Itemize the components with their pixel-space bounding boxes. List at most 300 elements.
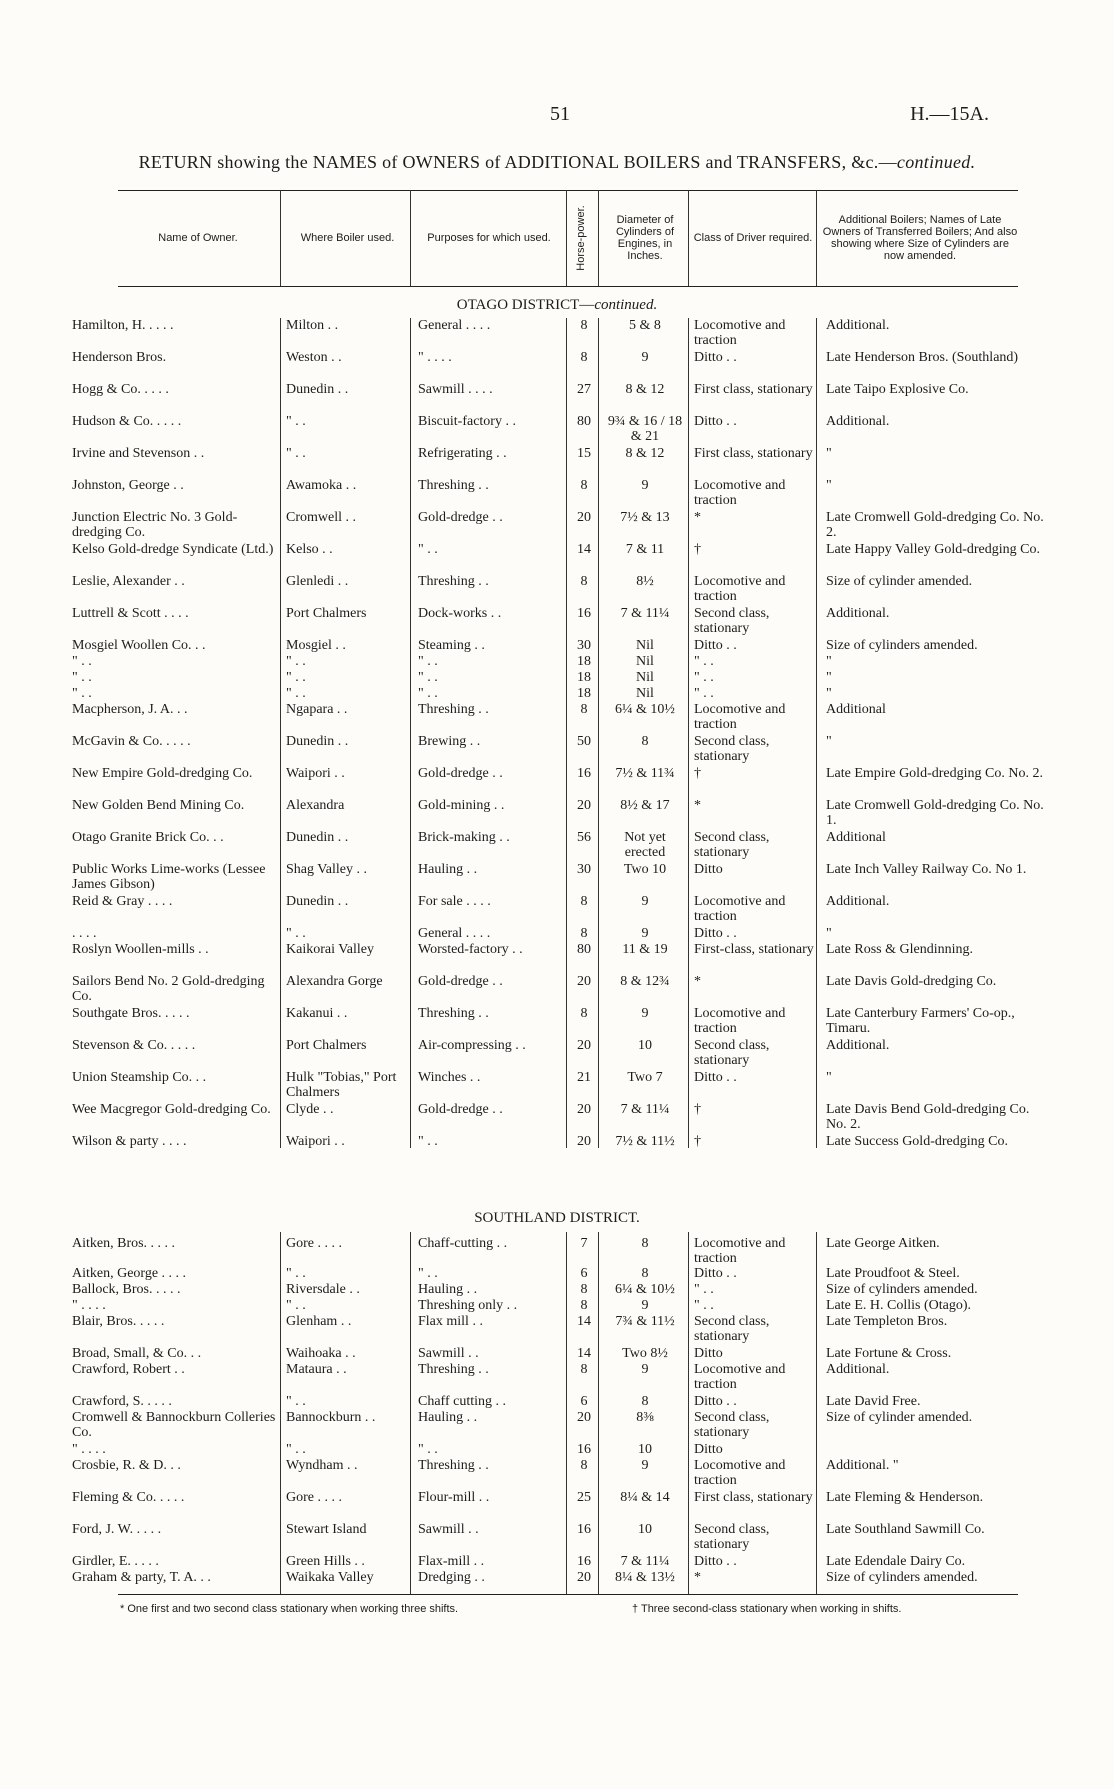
horse-power: 80 bbox=[577, 942, 591, 957]
owner-name: Union Steamship Co. . . bbox=[72, 1070, 207, 1085]
owner-name: Henderson Bros. bbox=[72, 350, 167, 365]
boiler-location: Mataura . . bbox=[286, 1362, 347, 1377]
page-title bbox=[0, 152, 1114, 173]
additional-note: Additional. bbox=[826, 606, 890, 621]
cylinder-diameter: 8½ bbox=[636, 574, 654, 589]
cylinder-diameter: 7½ & 11½ bbox=[615, 1134, 675, 1149]
driver-class: First-class, stationary bbox=[694, 942, 814, 957]
driver-class: * bbox=[694, 798, 701, 813]
boiler-location: Stewart Island bbox=[286, 1522, 367, 1537]
driver-class: Ditto bbox=[694, 1346, 723, 1361]
purpose: Sawmill . . . . bbox=[418, 382, 493, 397]
section-name: OTAGO DISTRICT— bbox=[456, 297, 595, 313]
cylinder-diameter: 7 & 11¼ bbox=[620, 606, 670, 621]
cylinder-diameter: 8 & 12 bbox=[625, 382, 665, 397]
horse-power: 8 bbox=[580, 1458, 588, 1473]
owner-name: Hamilton, H. . . . . bbox=[72, 318, 174, 333]
column-divider bbox=[280, 1232, 281, 1594]
additional-note: Additional. bbox=[826, 1362, 890, 1377]
owner-name: Wee Macgregor Gold-dredging Co. bbox=[72, 1102, 271, 1117]
driver-class: * bbox=[694, 1570, 701, 1585]
additional-note: " bbox=[826, 654, 832, 669]
boiler-location: " . . bbox=[286, 1442, 306, 1457]
purpose: " . . bbox=[418, 654, 438, 669]
cylinder-diameter: Nil bbox=[636, 686, 654, 701]
boiler-location: " . . bbox=[286, 670, 306, 685]
header-horse-power bbox=[568, 196, 594, 280]
cylinder-diameter: 8 bbox=[641, 1266, 649, 1281]
driver-class: † bbox=[694, 766, 701, 781]
cylinder-diameter: 8¼ & 14 bbox=[620, 1490, 670, 1505]
boiler-location: Green Hills . . bbox=[286, 1554, 365, 1569]
horse-power: 8 bbox=[580, 1298, 588, 1313]
section-continued: continued. bbox=[594, 297, 658, 313]
driver-class: Locomotive and traction bbox=[694, 702, 786, 732]
additional-note: " bbox=[826, 1070, 832, 1085]
owner-name: McGavin & Co. . . . . bbox=[72, 734, 191, 749]
header-where: Where Boiler used. bbox=[300, 232, 395, 244]
header-diameter: Diameter of Cylinders of Engines, in Inches. bbox=[615, 214, 675, 262]
boiler-location: Waipori . . bbox=[286, 766, 345, 781]
purpose: Gold-dredge . . bbox=[418, 510, 503, 525]
driver-class: " . . bbox=[694, 654, 714, 669]
driver-class: Ditto . . bbox=[694, 926, 737, 941]
horse-power: 20 bbox=[577, 1038, 591, 1053]
boiler-location: Dunedin . . bbox=[286, 830, 349, 845]
title-main: RETURN showing the NAMES of OWNERS of ADDITIONAL BOILERS and TRANSFERS, &c.— bbox=[138, 152, 897, 172]
boiler-location: Dunedin . . bbox=[286, 734, 349, 749]
driver-class: † bbox=[694, 1102, 701, 1117]
column-divider bbox=[598, 318, 599, 1148]
driver-class: Ditto . . bbox=[694, 1394, 737, 1409]
column-divider bbox=[816, 318, 817, 1148]
driver-class: First class, stationary bbox=[694, 446, 813, 461]
boiler-location: Alexandra Gorge bbox=[286, 974, 383, 989]
driver-class: " . . bbox=[694, 670, 714, 685]
boiler-location: Dunedin . . bbox=[286, 894, 349, 909]
cylinder-diameter: 7½ & 13 bbox=[620, 510, 670, 525]
purpose: Sawmill . . bbox=[418, 1346, 479, 1361]
driver-class: Second class, stationary bbox=[694, 1410, 770, 1440]
boiler-location: Alexandra bbox=[286, 798, 345, 813]
column-divider bbox=[410, 1232, 411, 1594]
purpose: Gold-dredge . . bbox=[418, 766, 503, 781]
boiler-location: Shag Valley . . bbox=[286, 862, 368, 877]
boiler-location: " . . bbox=[286, 446, 306, 461]
additional-note: Additional. bbox=[826, 894, 890, 909]
horse-power: 16 bbox=[577, 606, 591, 621]
cylinder-diameter: 9 bbox=[641, 1298, 649, 1313]
owner-name: Kelso Gold-dredge Syndicate (Ltd.) bbox=[72, 542, 274, 557]
table-bottom-rule bbox=[118, 1594, 1018, 1595]
purpose: Gold-mining . . bbox=[418, 798, 505, 813]
horse-power: 8 bbox=[580, 318, 588, 333]
boiler-location: Hulk "Tobias," Port Chalmers bbox=[286, 1070, 397, 1100]
driver-class: Locomotive and traction bbox=[694, 1362, 786, 1392]
cylinder-diameter: Nil bbox=[636, 638, 654, 653]
purpose: Air-compressing . . bbox=[418, 1038, 526, 1053]
boiler-location: " . . bbox=[286, 1394, 306, 1409]
horse-power: 18 bbox=[577, 654, 591, 669]
owner-name: Aitken, Bros. . . . . bbox=[72, 1236, 176, 1251]
purpose: Dredging . . bbox=[418, 1570, 485, 1585]
horse-power: 8 bbox=[580, 478, 588, 493]
boiler-location: Clyde . . bbox=[286, 1102, 334, 1117]
header-divider bbox=[280, 190, 281, 286]
cylinder-diameter: Nil bbox=[636, 654, 654, 669]
driver-class: Ditto . . bbox=[694, 350, 737, 365]
cylinder-diameter: 9 bbox=[641, 350, 649, 365]
driver-class: Locomotive and traction bbox=[694, 1006, 786, 1036]
boiler-location: Wyndham . . bbox=[286, 1458, 358, 1473]
page-number: 51 bbox=[550, 103, 570, 125]
additional-note: Late Fortune & Cross. bbox=[826, 1346, 952, 1361]
header-bottom-rule bbox=[118, 286, 1018, 287]
column-divider bbox=[598, 1232, 599, 1594]
purpose: Brick-making . . bbox=[418, 830, 510, 845]
horse-power: 16 bbox=[577, 766, 591, 781]
section-heading bbox=[0, 1210, 1114, 1227]
additional-note: Late Templeton Bros. bbox=[826, 1314, 948, 1329]
purpose: Winches . . bbox=[418, 1070, 481, 1085]
horse-power: 20 bbox=[577, 510, 591, 525]
driver-class: Ditto . . bbox=[694, 1070, 737, 1085]
header-divider bbox=[688, 190, 689, 286]
purpose: Flax-mill . . bbox=[418, 1554, 485, 1569]
owner-name: Girdler, E. . . . . bbox=[72, 1554, 159, 1569]
cylinder-diameter: 8 bbox=[641, 1394, 649, 1409]
purpose: " . . bbox=[418, 1442, 438, 1457]
horse-power: 8 bbox=[580, 350, 588, 365]
horse-power: 8 bbox=[580, 1006, 588, 1021]
driver-class: Locomotive and traction bbox=[694, 1236, 786, 1266]
header-horse-power-label: Horse-power. bbox=[575, 205, 587, 271]
purpose: Sawmill . . bbox=[418, 1522, 479, 1537]
boiler-location: Kelso . . bbox=[286, 542, 333, 557]
purpose: Chaff cutting . . bbox=[418, 1394, 507, 1409]
additional-note: Late Southland Sawmill Co. bbox=[826, 1522, 985, 1537]
additional-note: Late Davis Gold-dredging Co. bbox=[826, 974, 997, 989]
driver-class: Second class, stationary bbox=[694, 830, 770, 860]
additional-note: Late Fleming & Henderson. bbox=[826, 1490, 984, 1505]
cylinder-diameter: Not yet erected bbox=[624, 830, 666, 860]
purpose: Flour-mill . . bbox=[418, 1490, 490, 1505]
cylinder-diameter: 7½ & 11¾ bbox=[615, 766, 675, 781]
boiler-location: Kaikorai Valley bbox=[286, 942, 374, 957]
purpose: " . . bbox=[418, 1266, 438, 1281]
horse-power: 8 bbox=[580, 926, 588, 941]
owner-name: Southgate Bros. . . . . bbox=[72, 1006, 190, 1021]
header-additional: Additional Boilers; Names of Late Owners of Transferred Boilers; And also showing where Size of Cylinders are now amended. bbox=[822, 214, 1018, 262]
horse-power: 25 bbox=[577, 1490, 591, 1505]
cylinder-diameter: 10 bbox=[638, 1442, 652, 1457]
additional-note: Size of cylinder amended. bbox=[826, 1410, 973, 1425]
owner-name: Irvine and Stevenson . . bbox=[72, 446, 205, 461]
horse-power: 20 bbox=[577, 1102, 591, 1117]
boiler-location: Weston . . bbox=[286, 350, 342, 365]
owner-name: " . . . . bbox=[72, 1298, 106, 1313]
driver-class: Locomotive and traction bbox=[694, 318, 786, 348]
horse-power: 50 bbox=[577, 734, 591, 749]
owner-name: Junction Electric No. 3 Gold-dredging Co. bbox=[72, 510, 238, 540]
driver-class: " . . bbox=[694, 686, 714, 701]
driver-class: Ditto . . bbox=[694, 1266, 737, 1281]
cylinder-diameter: 9¾ & 16 / 18 & 21 bbox=[607, 414, 683, 444]
horse-power: 8 bbox=[580, 894, 588, 909]
additional-note: " bbox=[826, 686, 832, 701]
header-driver-class: Class of Driver required. bbox=[693, 232, 813, 244]
driver-class: † bbox=[694, 542, 701, 557]
footnote-star: * One first and two second class stationary when working three shifts. bbox=[120, 1603, 459, 1615]
footnote-dagger: † Three second-class stationary when working in shifts. bbox=[632, 1603, 902, 1615]
horse-power: 14 bbox=[577, 542, 591, 557]
purpose: Biscuit-factory . . bbox=[418, 414, 516, 429]
owner-name: Crawford, S. . . . . bbox=[72, 1394, 172, 1409]
cylinder-diameter: 7 & 11 bbox=[625, 542, 665, 557]
horse-power: 20 bbox=[577, 798, 591, 813]
additional-note: Late Proudfoot & Steel. bbox=[826, 1266, 960, 1281]
cylinder-diameter: 8 & 12 bbox=[625, 446, 665, 461]
purpose: Threshing . . bbox=[418, 478, 489, 493]
horse-power: 30 bbox=[577, 862, 591, 877]
additional-note: Additional. bbox=[826, 414, 890, 429]
owner-name: Reid & Gray . . . . bbox=[72, 894, 173, 909]
cylinder-diameter: 7 & 11¼ bbox=[620, 1102, 670, 1117]
header-divider bbox=[816, 190, 817, 286]
boiler-location: " . . bbox=[286, 686, 306, 701]
owner-name: Fleming & Co. . . . . bbox=[72, 1490, 185, 1505]
cylinder-diameter: 8 bbox=[641, 734, 649, 749]
driver-class: " . . bbox=[694, 1282, 714, 1297]
purpose: Threshing . . bbox=[418, 1458, 489, 1473]
horse-power: 27 bbox=[577, 382, 591, 397]
column-divider bbox=[688, 318, 689, 1148]
header-divider bbox=[566, 190, 567, 286]
boiler-location: Glenham . . bbox=[286, 1314, 352, 1329]
cylinder-diameter: 11 & 19 bbox=[622, 942, 668, 957]
owner-name: Mosgiel Woollen Co. . . bbox=[72, 638, 206, 653]
driver-class: † bbox=[694, 1134, 701, 1149]
horse-power: 21 bbox=[577, 1070, 591, 1085]
horse-power: 18 bbox=[577, 686, 591, 701]
horse-power: 14 bbox=[577, 1346, 591, 1361]
boiler-location: Mosgiel . . bbox=[286, 638, 346, 653]
purpose: General . . . . bbox=[418, 926, 491, 941]
header-divider bbox=[598, 190, 599, 286]
header-purposes: Purposes for which used. bbox=[427, 232, 551, 244]
boiler-location: Waikaka Valley bbox=[286, 1570, 374, 1585]
horse-power: 8 bbox=[580, 1282, 588, 1297]
purpose: Threshing only . . bbox=[418, 1298, 518, 1313]
boiler-location: Riversdale . . bbox=[286, 1282, 360, 1297]
additional-note: Additional. " bbox=[826, 1458, 899, 1473]
owner-name: Ford, J. W. . . . . bbox=[72, 1522, 162, 1537]
additional-note: Late Inch Valley Railway Co. No 1. bbox=[826, 862, 1027, 877]
cylinder-diameter: 7 & 11¼ bbox=[620, 1554, 670, 1569]
purpose: Threshing . . bbox=[418, 702, 489, 717]
additional-note: Late Edendale Dairy Co. bbox=[826, 1554, 966, 1569]
driver-class: Second class, stationary bbox=[694, 734, 770, 764]
purpose: " . . . . bbox=[418, 350, 452, 365]
owner-name: " . . bbox=[72, 670, 92, 685]
boiler-location: Glenledi . . bbox=[286, 574, 349, 589]
purpose: For sale . . . . bbox=[418, 894, 491, 909]
cylinder-diameter: 8½ & 17 bbox=[620, 798, 670, 813]
boiler-location: " . . bbox=[286, 1266, 306, 1281]
driver-class: Locomotive and traction bbox=[694, 574, 786, 604]
additional-note: Late Cromwell Gold-dredging Co. No. 1. bbox=[826, 798, 1044, 828]
purpose: Threshing . . bbox=[418, 1362, 489, 1377]
boiler-location: Cromwell . . bbox=[286, 510, 356, 525]
driver-class: Locomotive and traction bbox=[694, 478, 786, 508]
document-reference: H.—15A. bbox=[910, 103, 989, 125]
purpose: Hauling . . bbox=[418, 1282, 478, 1297]
owner-name: New Golden Bend Mining Co. bbox=[72, 798, 245, 813]
boiler-location: Kakanui . . bbox=[286, 1006, 348, 1021]
purpose: Flax mill . . bbox=[418, 1314, 483, 1329]
boiler-location: Bannockburn . . bbox=[286, 1410, 376, 1425]
additional-note: Size of cylinders amended. bbox=[826, 1570, 978, 1585]
owner-name: Broad, Small, & Co. . . bbox=[72, 1346, 202, 1361]
owner-name: . . . . bbox=[72, 926, 97, 941]
purpose: Worsted-factory . . bbox=[418, 942, 523, 957]
cylinder-diameter: 7¾ & 11½ bbox=[615, 1314, 675, 1329]
horse-power: 8 bbox=[580, 702, 588, 717]
owner-name: Macpherson, J. A. . . bbox=[72, 702, 188, 717]
column-divider bbox=[410, 318, 411, 1148]
cylinder-diameter: 8 & 12¾ bbox=[620, 974, 670, 989]
cylinder-diameter: 9 bbox=[641, 926, 649, 941]
owner-name: Stevenson & Co. . . . . bbox=[72, 1038, 196, 1053]
cylinder-diameter: 9 bbox=[641, 478, 649, 493]
owner-name: Aitken, George . . . . bbox=[72, 1266, 187, 1281]
section-name: SOUTHLAND DISTRICT. bbox=[474, 1210, 640, 1226]
boiler-location: " . . bbox=[286, 414, 306, 429]
owner-name: New Empire Gold-dredging Co. bbox=[72, 766, 253, 781]
boiler-location: " . . bbox=[286, 926, 306, 941]
boiler-location: Milton . . bbox=[286, 318, 339, 333]
owner-name: Crosbie, R. & D. . . bbox=[72, 1458, 181, 1473]
boiler-location: Gore . . . . bbox=[286, 1236, 342, 1251]
driver-class: * bbox=[694, 510, 701, 525]
cylinder-diameter: 10 bbox=[638, 1522, 652, 1537]
driver-class: Ditto bbox=[694, 862, 723, 877]
additional-note: Additional bbox=[826, 830, 886, 845]
additional-note: Late E. H. Collis (Otago). bbox=[826, 1298, 972, 1313]
cylinder-diameter: 5 & 8 bbox=[629, 318, 661, 333]
additional-note: Additional. bbox=[826, 318, 890, 333]
cylinder-diameter: 10 bbox=[638, 1038, 652, 1053]
horse-power: 18 bbox=[577, 670, 591, 685]
purpose: Steaming . . bbox=[418, 638, 485, 653]
owner-name: Luttrell & Scott . . . . bbox=[72, 606, 189, 621]
owner-name: Crawford, Robert . . bbox=[72, 1362, 185, 1377]
horse-power: 30 bbox=[577, 638, 591, 653]
cylinder-diameter: 9 bbox=[641, 894, 649, 909]
driver-class: Second class, stationary bbox=[694, 1038, 770, 1068]
additional-note: " bbox=[826, 670, 832, 685]
owner-name: " . . bbox=[72, 686, 92, 701]
cylinder-diameter: 6¼ & 10½ bbox=[615, 1282, 675, 1297]
driver-class: * bbox=[694, 974, 701, 989]
horse-power: 15 bbox=[577, 446, 591, 461]
purpose: " . . bbox=[418, 542, 438, 557]
purpose: Gold-dredge . . bbox=[418, 974, 503, 989]
additional-note: Late Ross & Glendinning. bbox=[826, 942, 973, 957]
owner-name: Otago Granite Brick Co. . . bbox=[72, 830, 224, 845]
driver-class: Ditto . . bbox=[694, 638, 737, 653]
header-divider bbox=[410, 190, 411, 286]
purpose: Hauling . . bbox=[418, 862, 478, 877]
purpose: Hauling . . bbox=[418, 1410, 478, 1425]
driver-class: Locomotive and traction bbox=[694, 894, 786, 924]
additional-note: Late Canterbury Farmers' Co-op., Timaru. bbox=[826, 1006, 1015, 1036]
driver-class: Ditto . . bbox=[694, 1554, 737, 1569]
horse-power: 20 bbox=[577, 1570, 591, 1585]
owner-name: Public Works Lime-works (Lessee James Gibson) bbox=[72, 862, 266, 892]
horse-power: 16 bbox=[577, 1442, 591, 1457]
boiler-location: Port Chalmers bbox=[286, 1038, 367, 1053]
additional-note: Late Cromwell Gold-dredging Co. No. 2. bbox=[826, 510, 1044, 540]
horse-power: 20 bbox=[577, 974, 591, 989]
horse-power: 20 bbox=[577, 1410, 591, 1425]
owner-name: Ballock, Bros. . . . . bbox=[72, 1282, 181, 1297]
cylinder-diameter: Nil bbox=[636, 670, 654, 685]
additional-note: Additional. bbox=[826, 1038, 890, 1053]
horse-power: 56 bbox=[577, 830, 591, 845]
owner-name: Wilson & party . . . . bbox=[72, 1134, 187, 1149]
owner-name: Roslyn Woollen-mills . . bbox=[72, 942, 209, 957]
driver-class: Second class, stationary bbox=[694, 1522, 770, 1552]
title-continued: continued. bbox=[896, 152, 976, 172]
owner-name: " . . . . bbox=[72, 1442, 106, 1457]
owner-name: Hudson & Co. . . . . bbox=[72, 414, 182, 429]
driver-class: First class, stationary bbox=[694, 1490, 813, 1505]
purpose: " . . bbox=[418, 686, 438, 701]
owner-name: Graham & party, T. A. . . bbox=[72, 1570, 211, 1585]
owner-name: " . . bbox=[72, 654, 92, 669]
driver-class: " . . bbox=[694, 1298, 714, 1313]
header-owner: Name of Owner. bbox=[158, 232, 238, 244]
purpose: " . . bbox=[418, 1134, 438, 1149]
driver-class: Ditto bbox=[694, 1442, 723, 1457]
additional-note: Size of cylinders amended. bbox=[826, 1282, 978, 1297]
additional-note: " bbox=[826, 478, 832, 493]
horse-power: 8 bbox=[580, 574, 588, 589]
boiler-location: Gore . . . . bbox=[286, 1490, 342, 1505]
column-divider bbox=[816, 1232, 817, 1594]
purpose: General . . . . bbox=[418, 318, 491, 333]
cylinder-diameter: 9 bbox=[641, 1006, 649, 1021]
additional-note: Late George Aitken. bbox=[826, 1236, 940, 1251]
boiler-location: " . . bbox=[286, 654, 306, 669]
horse-power: 14 bbox=[577, 1314, 591, 1329]
driver-class: Ditto . . bbox=[694, 414, 737, 429]
driver-class: Locomotive and traction bbox=[694, 1458, 786, 1488]
boiler-location: " . . bbox=[286, 1298, 306, 1313]
section-heading bbox=[0, 297, 1114, 314]
purpose: Brewing . . bbox=[418, 734, 481, 749]
cylinder-diameter: 9 bbox=[641, 1458, 649, 1473]
cylinder-diameter: 8¼ & 13½ bbox=[615, 1570, 675, 1585]
boiler-location: Dunedin . . bbox=[286, 382, 349, 397]
column-divider bbox=[280, 318, 281, 1148]
purpose: Threshing . . bbox=[418, 574, 489, 589]
boiler-location: Port Chalmers bbox=[286, 606, 367, 621]
driver-class: First class, stationary bbox=[694, 382, 813, 397]
cylinder-diameter: 8⅜ bbox=[636, 1410, 654, 1425]
horse-power: 16 bbox=[577, 1554, 591, 1569]
